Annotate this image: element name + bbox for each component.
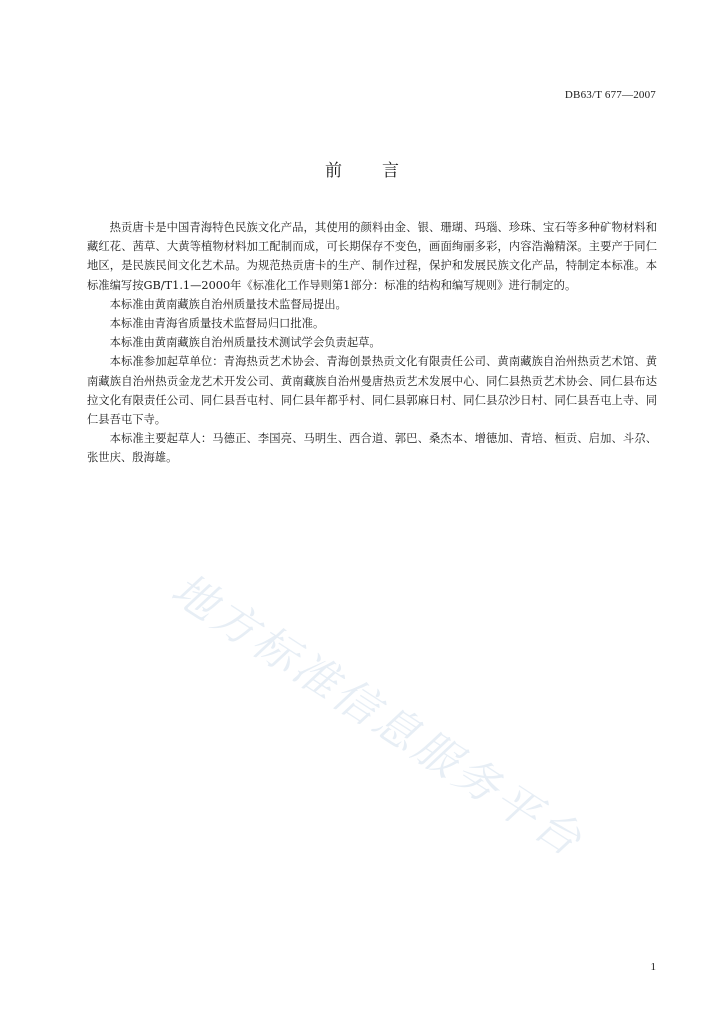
document-code: DB63/T 677—2007	[564, 89, 656, 101]
document-body	[87, 218, 657, 468]
page-number: 1	[650, 961, 656, 973]
watermark: 地方标准信息服务平台	[162, 563, 593, 868]
paragraph-proposer: 本标准由黄南藏族自治州质量技术监督局提出。	[109, 297, 347, 311]
paragraph-main-drafters: 本标准主要起草人：马德正、李国亮、马明生、西合道、郭巴、桑杰本、增德加、青培、桓贡、启加、斗尕、张世庆、殷海雄。	[87, 432, 657, 465]
paragraph-approver: 本标准由青海省质量技术监督局归口批准。	[109, 317, 325, 331]
paragraph-participants: 本标准参加起草单位：青海热贡艺术协会、青海创景热贡文化有限责任公司、黄南藏族自治州热贡艺术馆、黄南藏族自治州热贡金龙艺术开发公司、黄南藏族自治州曼唐热贡艺术发展中心、同仁县热贡艺术协会、同仁县布达拉文化有限责任公司、同仁县吾屯村、同仁县年都乎村、同仁县郭麻日村、同仁县尕沙日村、同仁县吾屯上寺、同仁县吾屯下寺。	[87, 355, 657, 427]
paragraph-drafter: 本标准由黄南藏族自治州质量技术测试学会负责起草。	[109, 336, 381, 350]
paragraph-intro: 热贡唐卡是中国青海特色民族文化产品，其使用的颜料由金、银、珊瑚、玛瑙、珍珠、宝石等多种矿物材料和藏红花、茜草、大黄等植物材料加工配制而成，可长期保存不变色，画面绚丽多彩，内容浩瀚精深。主要产于同仁地区，是民族民间文化艺术品。为规范热贡唐卡的生产、制作过程，保护和发展民族文化产品，特制定本标准。本标准编写按GB/T1.1—2000年《标准化工作导则第1部分：标准的结构和编写规则》进行制定的。	[87, 221, 657, 292]
page-title: 前言	[325, 161, 439, 181]
